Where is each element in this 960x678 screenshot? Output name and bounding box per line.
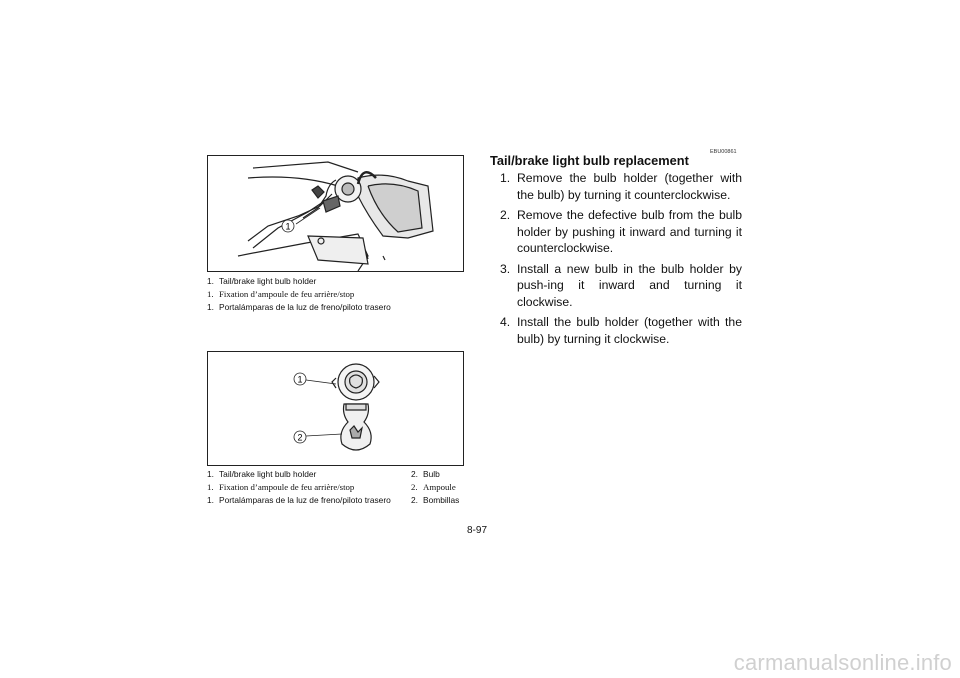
figure-tail-light-assembly <box>207 155 464 272</box>
watermark: carmanualsonline.info <box>733 650 952 675</box>
figure1-caption-en: 1. Tail/brake light bulb holder <box>207 276 317 286</box>
instruction-steps <box>490 170 742 351</box>
callout-1-label: 1 <box>285 221 291 232</box>
reference-code: EBU00861 <box>710 149 737 155</box>
tail-light-illustration <box>208 156 463 271</box>
figure2-caption-en: 1. Tail/brake light bulb holder <box>207 469 317 479</box>
step-item: 3. Install a new bulb in the bulb holder by push-ing it inward and turning it clockwise. <box>500 261 742 309</box>
callout-2-label: 2 <box>297 432 303 443</box>
step-item: 2. Remove the defective bulb from the bulb holder by pushing it inward and turning it counterclockwise. <box>500 208 742 255</box>
step-item: 4. Install the bulb holder (together with the bulb) by turning it clockwise. <box>500 315 742 346</box>
figure2-caption-fr: 1. Fixation d’ampoule de feu arrière/stop <box>207 482 355 492</box>
step-item: 1. Remove the bulb holder (together with the bulb) by turning it counterclockwise. <box>500 171 742 202</box>
figure2-caption-es: 1. Portalámparas de la luz de freno/piloto trasero <box>207 495 391 505</box>
callout-1-label: 1 <box>297 374 303 385</box>
figure2-caption-en-2: 2. Bulb <box>411 469 440 479</box>
page-number: 8-97 <box>467 525 488 536</box>
figure2-caption-es-2: 2. Bombillas <box>411 495 460 505</box>
figure-bulb-holder-and-bulb <box>207 351 464 466</box>
figure1-caption-es: 1. Portalámparas de la luz de freno/piloto trasero <box>207 302 391 312</box>
figure2-caption-fr-2: 2. Ampoule <box>411 482 456 492</box>
figure1-caption-fr: 1. Fixation d’ampoule de feu arrière/stop <box>207 289 355 299</box>
section-title: Tail/brake light bulb replacement <box>490 153 689 168</box>
bulb-holder-illustration <box>208 352 463 465</box>
